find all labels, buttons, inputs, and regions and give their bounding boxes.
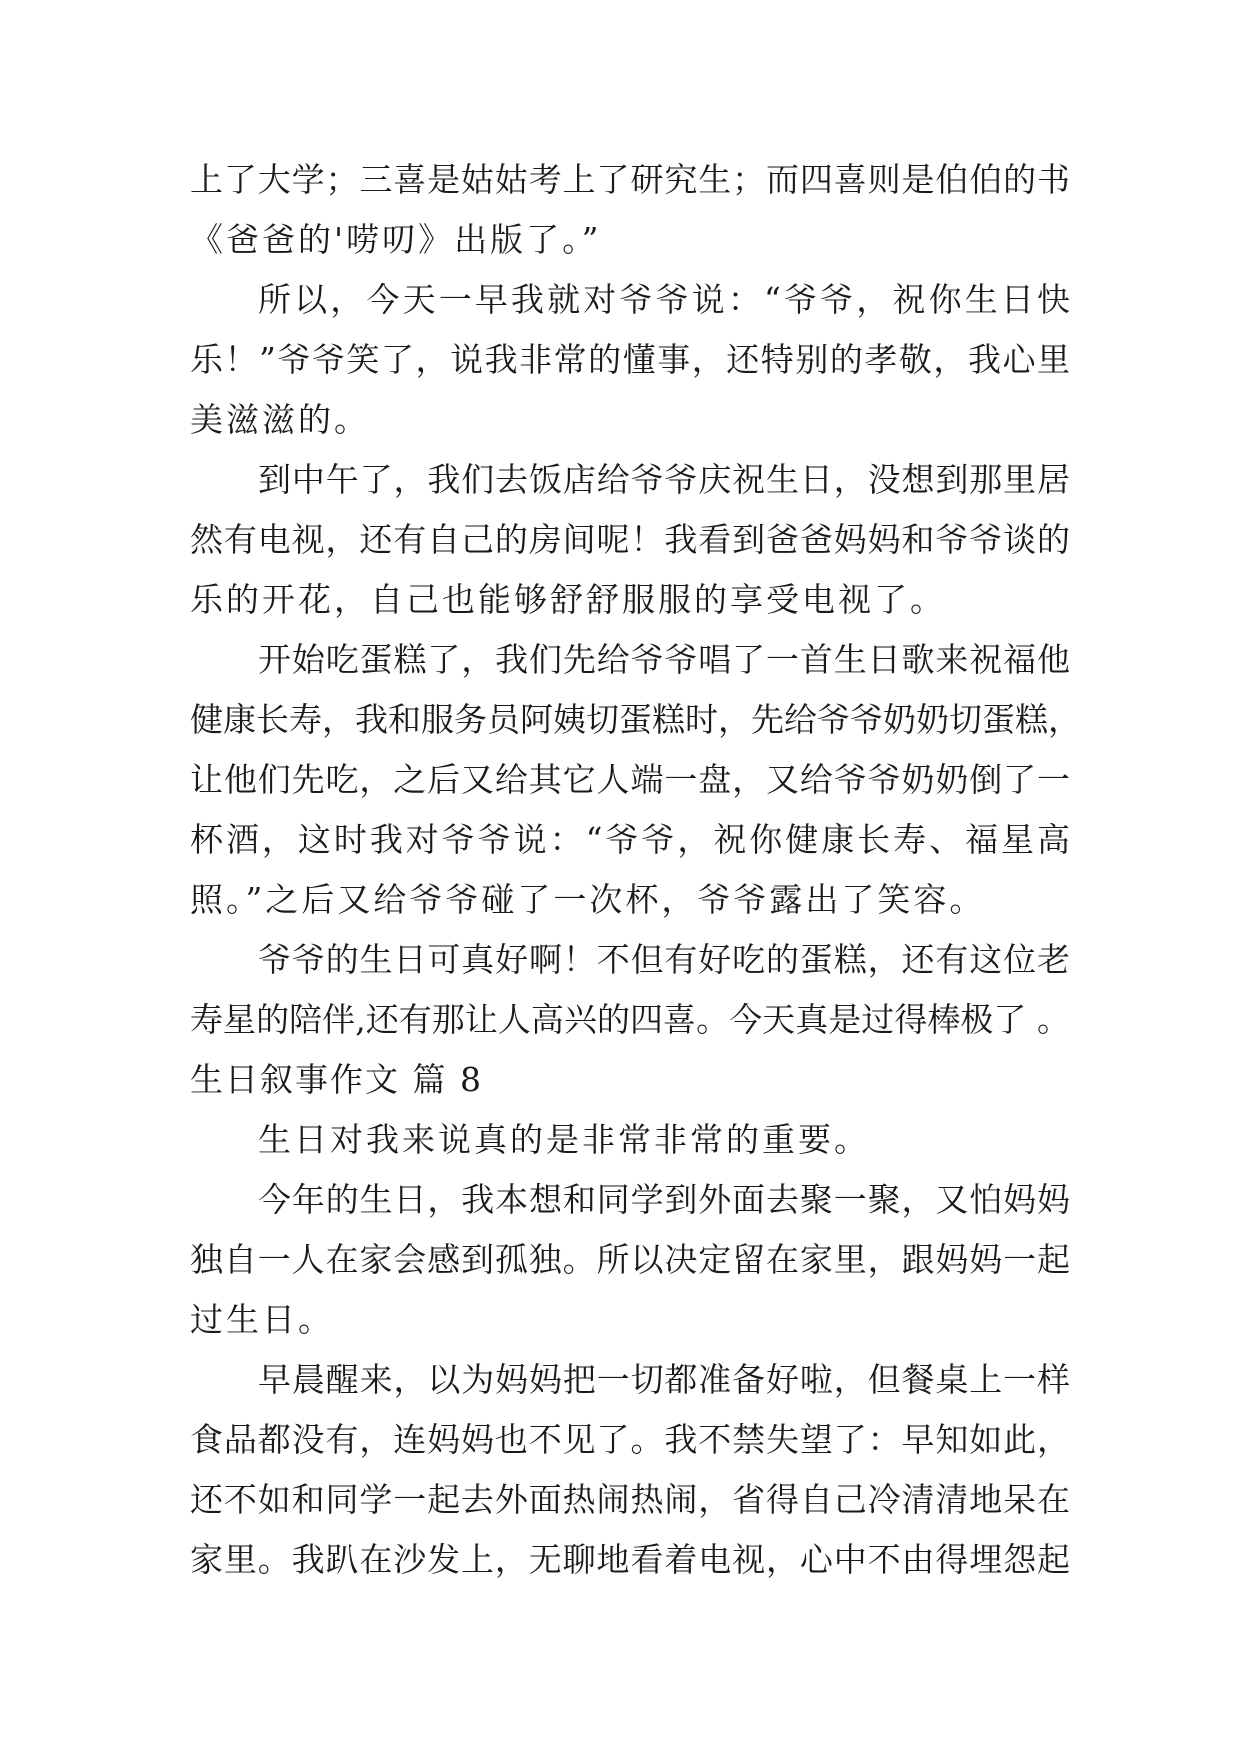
paragraph-first-line: 到中午了，我们去饭店给爷爷庆祝生日，没想到那里居 xyxy=(258,460,1070,499)
text-line: 上了大学；三喜是姑姑考上了研究生；而四喜则是伯伯的书 xyxy=(190,160,1070,199)
text-line: 健康长寿，我和服务员阿姨切蛋糕时，先给爷爷奶奶切蛋糕， xyxy=(190,700,1081,739)
text-line: 食品都没有，连妈妈也不见了。我不禁失望了：早知如此， xyxy=(190,1420,1070,1459)
section-heading: 生日叙事作文 篇 8 xyxy=(190,1060,483,1099)
text-line: 乐！”爷爷笑了，说我非常的懂事，还特别的孝敬，我心里 xyxy=(190,340,1070,379)
paragraph-first-line: 所以，今天一早我就对爷爷说：“爷爷，祝你生日快 xyxy=(258,280,1070,319)
paragraph-first-line: 生日对我来说真的是非常非常的重要。 xyxy=(258,1120,870,1159)
paragraph-first-line: 开始吃蛋糕了，我们先给爷爷唱了一首生日歌来祝福他 xyxy=(258,640,1070,679)
text-line: 独自一人在家会感到孤独。所以决定留在家里，跟妈妈一起 xyxy=(190,1240,1070,1279)
text-line: 寿星的陪伴,还有那让人高兴的四喜。今天真是过得棒极了 。 xyxy=(190,1000,1070,1039)
text-line: 然有电视，还有自己的房间呢！我看到爸爸妈妈和爷爷谈的 xyxy=(190,520,1070,559)
essay-body xyxy=(190,150,1081,1590)
text-line: 乐的开花，自己也能够舒舒服服的享受电视了。 xyxy=(190,580,946,619)
paragraph-first-line: 爷爷的生日可真好啊！不但有好吃的蛋糕，还有这位老 xyxy=(258,940,1070,979)
text-line: 杯酒，这时我对爷爷说：“爷爷，祝你健康长寿、福星高 xyxy=(190,820,1070,859)
text-line: 过生日。 xyxy=(190,1300,334,1339)
paragraph-first-line: 今年的生日，我本想和同学到外面去聚一聚，又怕妈妈 xyxy=(258,1180,1070,1219)
text-line: 让他们先吃，之后又给其它人端一盘，又给爷爷奶奶倒了一 xyxy=(190,760,1070,799)
text-line: 照。”之后又给爷爷碰了一次杯，爷爷露出了笑容。 xyxy=(190,880,986,919)
paragraph-first-line: 早晨醒来，以为妈妈把一切都准备好啦，但餐桌上一样 xyxy=(258,1360,1070,1399)
text-line: 家里。我趴在沙发上，无聊地看着电视，心中不由得埋怨起 xyxy=(190,1540,1070,1579)
text-line: 《爸爸的'唠叨》出版了。” xyxy=(190,220,602,259)
text-line: 美滋滋的。 xyxy=(190,400,370,439)
text-line: 还不如和同学一起去外面热闹热闹，省得自己冷清清地呆在 xyxy=(190,1480,1070,1519)
